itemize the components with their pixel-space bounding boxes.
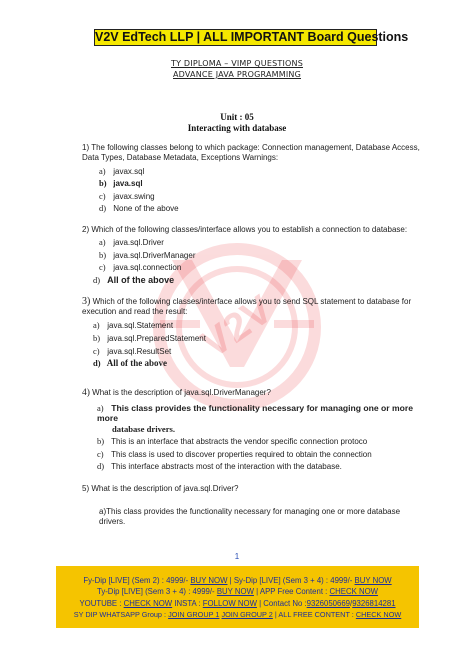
insta-follow-link[interactable]: FOLLOW NOW <box>202 599 257 608</box>
youtube-link[interactable]: CHECK NOW <box>123 599 173 608</box>
sy-dip-buy-now-link[interactable]: BUY NOW <box>354 576 392 585</box>
q4-option-a: a) This class provides the functionality necessary for managing one or more <box>97 403 414 413</box>
q4-option-a-cont: database drivers. <box>112 424 176 434</box>
q4-option-b: b) This is an interface that abstracts the vendor specific connection protoco <box>97 436 368 446</box>
question-1: 1) The following classes belong to which package: Connection management, Database Access, Data Types, Database Metadata, Exceptions Warnings: <box>82 143 420 162</box>
question-3: 3) Which of the following classes/interface allows you to send SQL statement to database for execution and read the result: <box>82 296 412 316</box>
question-5: 5) What is the description of java.sql.Driver? <box>82 484 239 493</box>
join-group-2-link[interactable]: JOIN GROUP 2 <box>221 610 273 619</box>
watermark-text: V2V <box>193 287 281 367</box>
q3-option-a: a) java.sql.Statement <box>93 320 174 330</box>
fy-dip-buy-now-link[interactable]: BUY NOW <box>190 576 228 585</box>
q3-option-c: c) java.sql.ResultSet <box>93 346 172 356</box>
q1-option-c: c) javax.swing <box>99 191 155 201</box>
q3-option-d: d) All of the above <box>93 358 168 368</box>
contact-number-1[interactable]: 9326050669 <box>306 599 351 608</box>
q2-option-c: c) java.sql.connection <box>99 262 182 272</box>
ty-dip-buy-now-link[interactable]: BUY NOW <box>216 587 254 596</box>
q4-option-d: d) This interface abstracts most of the interaction with the database. <box>97 461 342 471</box>
header-banner: V2V EdTech LLP | ALL IMPORTANT Board Questions <box>95 30 409 44</box>
contact-number-2[interactable]: 9326814281 <box>352 599 396 608</box>
unit-number: Unit : 05 <box>220 112 254 122</box>
q4-option-a-more: more <box>97 413 119 423</box>
q5-answer: a)This class provides the functionality necessary for managing one or more database drivers. <box>99 507 401 526</box>
join-group-1-link[interactable]: JOIN GROUP 1 <box>168 610 220 619</box>
footer-line-2: Ty-Dip [LIVE] (Sem 3 + 4) : 4999/- BUY NOW | APP Free Content : CHECK NOW <box>96 587 379 596</box>
all-free-content-link[interactable]: CHECK NOW <box>355 610 402 619</box>
question-4: 4) What is the description of java.sql.DriverManager? <box>82 388 271 398</box>
unit-title: Interacting with database <box>187 123 287 133</box>
header-line-2: ADVANCE JAVA PROGRAMMING <box>173 70 301 79</box>
q1-option-b: b) java.sql <box>99 178 143 188</box>
q2-option-d: d) All of the above <box>93 275 175 285</box>
q2-option-b: b) java.sql.DriverManager <box>99 250 196 260</box>
q1-option-d: d) None of the above <box>99 203 179 213</box>
q3-option-b: b) java.sql.PreparedStatement <box>93 333 206 343</box>
footer-promo-box <box>56 566 419 628</box>
footer-line-1: Fy-Dip [LIVE] (Sem 2) : 4999/- BUY NOW | Sy-Dip [LIVE] (Sem 3 + 4) : 4999/- BUY NOW <box>83 576 392 585</box>
question-2: 2) Which of the following classes/interface allows you to establish a connection to database: <box>82 225 408 234</box>
footer-line-3: YOUTUBE : CHECK NOW INSTA : FOLLOW NOW | Contact No :9326050669/9326814281 <box>79 599 396 608</box>
app-free-content-link[interactable]: CHECK NOW <box>329 587 379 596</box>
footer-line-4: SY DIP WHATSAPP Group : JOIN GROUP 1 JOIN GROUP 2 | ALL FREE CONTENT : CHECK NOW <box>73 610 402 619</box>
q4-option-c: c) This class is used to discover properties required to obtain the connection <box>97 449 372 459</box>
header-line-1: TY DIPLOMA – VIMP QUESTIONS <box>171 59 303 68</box>
q1-option-a: a) javax.sql <box>99 166 145 176</box>
page-number: 1 <box>234 552 240 561</box>
q2-option-a: a) java.sql.Driver <box>99 237 164 247</box>
